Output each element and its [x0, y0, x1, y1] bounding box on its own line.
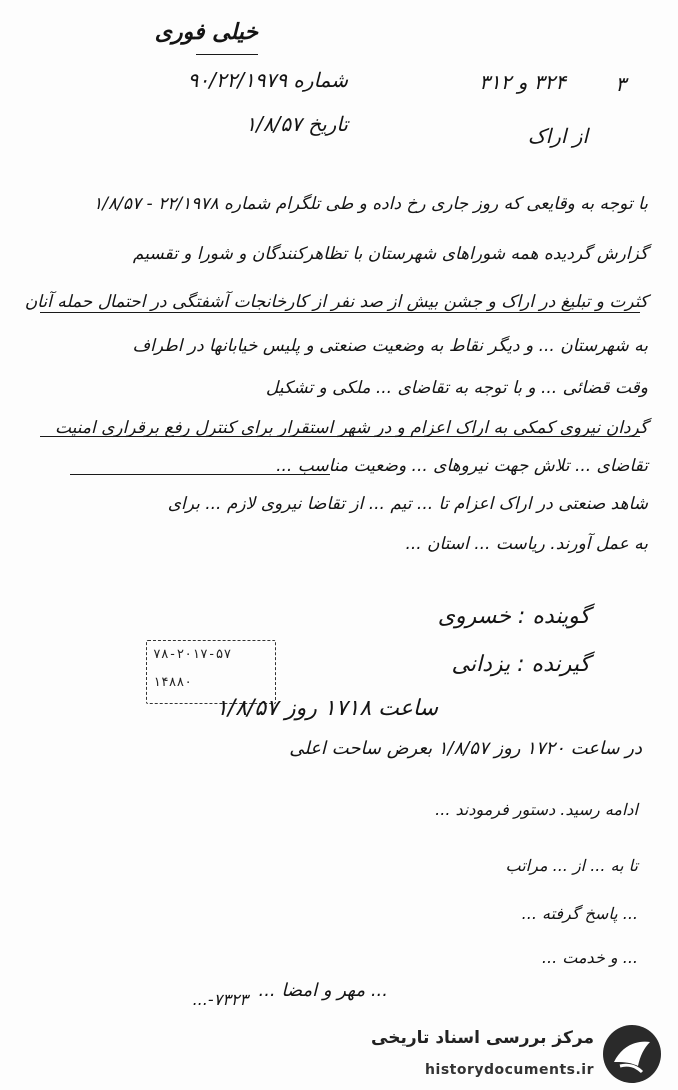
time-line: ساعت ۱۷۱۸ روز ۱/۸/۵۷ — [215, 696, 438, 721]
body-line-4: به شهرستان ... و دیگر نقاط به وضعیت صنعتی و پلیس خیابانها در اطراف — [132, 336, 648, 356]
archive-watermark — [371, 1020, 672, 1088]
body-underline-3 — [70, 474, 330, 475]
annotation-line-2: ادامه رسید. دستور فرمودند ... — [435, 800, 638, 819]
sender-label: گوینده : خسروی — [437, 604, 590, 629]
page-marker: ۳ — [615, 72, 626, 96]
stamp-line-1: ۷۸-۲۰۱۷-۵۷ — [153, 647, 232, 662]
annotation-line-1: در ساعت ۱۷۲۰ روز ۱/۸/۵۷ بعرض ساحت اعلی — [289, 738, 642, 759]
signature-line-2: ۷۳۲۳-... — [192, 990, 248, 1009]
signature-line-1: ... مهر و امضا ... — [258, 980, 388, 1001]
body-line-5: وقت قضائی ... و با توجه به تقاضای ... ملکی و تشکیل — [265, 378, 648, 398]
annotation-line-4: ... پاسخ گرفته ... — [521, 904, 638, 923]
archive-url: historydocuments.ir — [425, 1062, 594, 1078]
stamp-line-2: ۱۴۸۸۰ — [153, 675, 193, 690]
registration-stamp — [146, 640, 276, 704]
document-date: تاریخ ۱/۸/۵۷ — [245, 112, 348, 136]
body-line-6: گردان نیروی کمکی به اراک اعزام و در شهر استقرار برای کنترل رفع برقراری امنیت — [54, 418, 648, 438]
body-underline-1 — [40, 312, 640, 313]
archive-brand: مرکز بررسی اسناد تاریخی — [371, 1028, 594, 1048]
receiver-label: گیرنده : یزدانی — [451, 652, 590, 677]
ref-code: ۳۲۴ و ۳۱۲ — [479, 70, 566, 94]
annotation-line-3: تا به ... از ... مراتب — [505, 856, 638, 875]
body-line-3: کثرت و تبلیغ در اراک و جشن بیش از صد نفر از کارخانجات آشفتگی در احتمال حمله آنان — [24, 292, 648, 312]
body-line-7: تقاضای ... تلاش جهت نیروهای ... وضعیت مناسب ... — [276, 456, 648, 476]
classification-underline — [196, 54, 258, 55]
body-line-2: گزارش گردیده همه شوراهای شهرستان با تظاهرکنندگان و شورا و تقسیم — [132, 244, 648, 264]
body-line-9: به عمل آورند. ریاست ... استان ... — [405, 534, 648, 554]
body-line-1: با توجه به وقایعی که روز جاری رخ داده و طی تلگرام شماره ۲۲/۱۹۷۸ - ۱/۸/۵۷ — [93, 194, 648, 214]
annotation-line-5: ... و خدمت ... — [541, 948, 638, 967]
body-line-8: شاهد صنعتی در اراک اعزام تا ... تیم ... از تقاضا نیروی لازم ... برای — [167, 494, 648, 514]
body-underline-2 — [40, 436, 640, 437]
archive-logo-icon — [600, 1022, 664, 1086]
document-number: شماره ۹۰/۲۲/۱۹۷۹ — [187, 68, 348, 92]
classification-stamp: خیلی فوری — [154, 20, 258, 45]
addressee: از اراک — [527, 124, 588, 148]
